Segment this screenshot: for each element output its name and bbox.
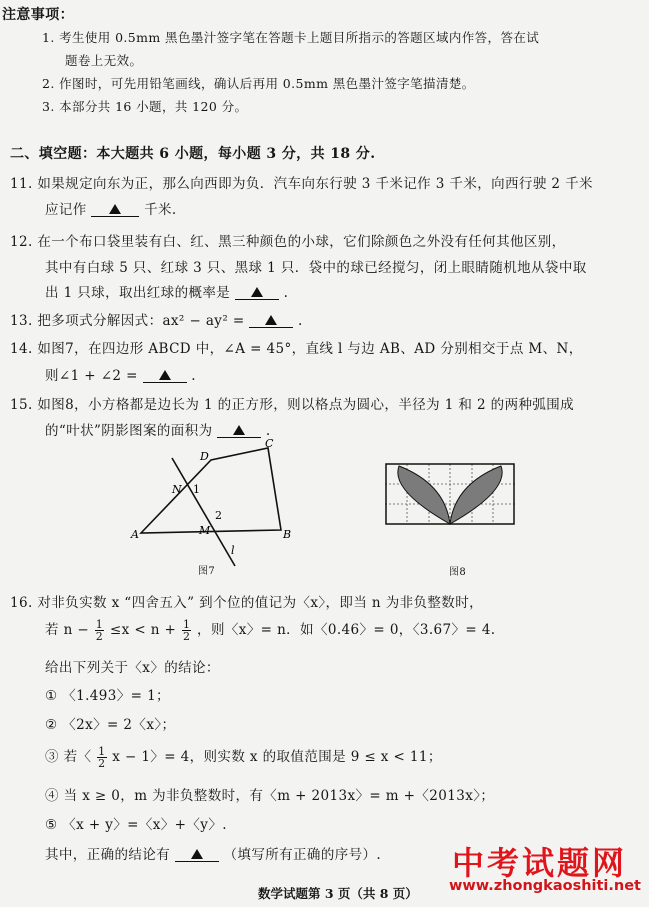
question-14-line-2 — [45, 364, 196, 384]
question-12-line-2: 其中有白球 5 只、红球 3 只、黑球 1 只．袋中的球已经搅匀，闭上眼睛随机地从袋中取 — [45, 260, 587, 276]
conclusion-4 — [45, 784, 494, 804]
fraction-denominator: 2 — [182, 630, 191, 643]
notice-item-number: 3. — [42, 99, 55, 114]
question-text: 则∠1 + ∠2 = — [45, 368, 138, 384]
notice-item-number: 1. — [42, 30, 55, 45]
watermark-url[interactable]: www.zhongkaoshiti.net — [448, 878, 641, 894]
question-16-intro: 给出下列关于〈x〉的结论： — [45, 660, 220, 676]
label-a: A — [131, 528, 139, 541]
question-number: 15. — [10, 397, 33, 413]
question-text: 千米. — [144, 202, 177, 218]
question-number: 14. — [10, 341, 33, 357]
conclusion-1 — [45, 684, 170, 704]
question-text: 在一个布口袋里装有白、红、黑三种颜色的小球，它们除颜色之外没有任何其他区别， — [37, 234, 566, 250]
triangle-icon — [233, 425, 245, 435]
notice-item-3 — [42, 97, 247, 115]
question-11-line-1 — [10, 172, 593, 192]
conclusion-mark: ③ — [45, 749, 59, 765]
notice-item-number: 2. — [42, 76, 55, 91]
notice-item-text: 考生使用 0.5mm 黑色墨汁签字笔在答题卡上题目所指示的答题区域内作答，答在试 — [59, 30, 540, 45]
question-15-line-2 — [45, 419, 271, 439]
figure-7-caption: 图7 — [198, 566, 216, 577]
section-title: 二、填空题：本大题共 6 小题，每小题 3 分，共 18 分. — [10, 146, 376, 162]
label-b: B — [283, 528, 292, 541]
conclusion-mark: ② — [45, 717, 58, 733]
triangle-icon — [265, 315, 277, 325]
conclusion-5 — [45, 813, 227, 833]
answer-blank — [143, 368, 187, 383]
question-text: 若 n − — [45, 622, 90, 638]
question-number: 16. — [10, 595, 33, 611]
question-text: 对非负实数 x “四舍五入” 到个位的值记为〈x〉，即当 n 为非负整数时， — [37, 595, 484, 611]
answer-blank — [217, 423, 261, 438]
left-leaf — [398, 466, 450, 524]
question-13 — [10, 309, 303, 329]
page-footer: 数学试题第 3 页（共 8 页） — [258, 886, 418, 901]
right-leaf — [450, 466, 502, 524]
notice-item-1-cont: 题卷上无效。 — [65, 53, 143, 68]
question-16-line-2 — [45, 618, 496, 642]
question-number: 11. — [10, 176, 33, 192]
conclusion-text: 〈2x〉= 2〈x〉； — [62, 717, 176, 733]
fraction-numerator: 1 — [182, 618, 191, 631]
watermark-brand: 中考试题网 — [451, 844, 627, 882]
question-text: 如果规定向东为正，那么向西即为负．汽车向东行驶 3 千米记作 3 千米，向西行驶 2 千米 — [37, 176, 593, 192]
question-text: （填写所有正确的序号）. — [223, 847, 382, 863]
question-12-line-3 — [45, 281, 288, 301]
conclusion-text: x − 1〉= 4，则实数 x 的取值范围是 9 ≤ x < 11； — [112, 749, 442, 765]
fraction-one-half — [97, 746, 106, 769]
triangle-icon — [251, 287, 263, 297]
fraction-one-half — [95, 619, 104, 642]
label-c: C — [265, 438, 274, 450]
triangle-icon — [109, 204, 121, 214]
question-text: 应记作 — [45, 202, 87, 218]
notice-item-text: 作图时，可先用铅笔画线，确认后再用 0.5mm 黑色墨汁签字笔描清楚。 — [59, 76, 475, 91]
notice-item-2 — [42, 74, 475, 92]
question-text: 如图7，在四边形 ABCD 中，∠A = 45°，直线 l 与边 AB、AD 分别相交于点 M、N， — [37, 341, 583, 357]
conclusion-text: 当 x ≥ 0，m 为非负整数时，有〈m + 2013x〉= m +〈2013x〉； — [63, 788, 495, 804]
quadrilateral-abcd — [141, 448, 281, 533]
fraction-denominator: 2 — [95, 630, 104, 643]
conclusion-mark: ① — [45, 688, 58, 704]
question-14-line-1 — [10, 337, 583, 357]
question-text: 其中，正确的结论有 — [45, 847, 171, 863]
question-text: 出 1 只球，取出红球的概率是 — [45, 285, 231, 301]
question-16-final — [45, 843, 381, 863]
fraction-numerator: 1 — [98, 745, 106, 758]
question-number: 13. — [10, 313, 33, 329]
notice-title: 注意事项： — [2, 7, 74, 23]
answer-blank — [235, 285, 279, 300]
conclusion-text: 〈x + y〉=〈x〉+〈y〉. — [62, 817, 227, 833]
fraction-one-half — [182, 619, 191, 642]
conclusion-mark: ④ — [45, 788, 59, 804]
question-16-line-1 — [10, 591, 483, 611]
line-l — [172, 458, 235, 566]
question-15-line-1 — [10, 393, 574, 413]
figure-8 — [385, 460, 520, 530]
conclusion-mark: ⑤ — [45, 817, 58, 833]
triangle-icon — [159, 370, 171, 380]
conclusion-2 — [45, 713, 175, 733]
figure-7 — [125, 438, 300, 578]
triangle-icon — [191, 849, 203, 859]
conclusion-text: 〈1.493〉= 1； — [62, 688, 170, 704]
question-text: 的“叶状”阴影图案的面积为 — [45, 423, 213, 439]
answer-blank — [249, 313, 293, 328]
conclusion-text: 若〈 — [63, 749, 92, 765]
question-12-line-1 — [10, 230, 566, 250]
label-m: M — [199, 524, 211, 537]
answer-blank — [175, 847, 219, 862]
question-text: ≤x < n + — [109, 622, 177, 638]
question-number: 12. — [10, 234, 33, 250]
label-n: N — [172, 483, 182, 496]
angle-2-label: 2 — [215, 509, 222, 522]
figure-8-caption: 图8 — [449, 567, 467, 578]
conclusion-3 — [45, 745, 442, 769]
label-d: D — [200, 450, 209, 463]
question-text: 把多项式分解因式：ax² − ay² = — [37, 313, 245, 329]
fraction-denominator: 2 — [98, 757, 106, 770]
label-l: l — [231, 544, 235, 557]
fraction-numerator: 1 — [95, 618, 104, 631]
question-text: . — [283, 285, 289, 301]
question-text: . — [191, 368, 196, 384]
question-11-line-2 — [45, 198, 177, 218]
question-text: 如图8，小方格都是边长为 1 的正方形，则以格点为圆心，半径为 1 和 2 的两种弧围成 — [37, 397, 575, 413]
question-text: . — [265, 423, 271, 439]
notice-item-1 — [42, 28, 539, 46]
notice-item-text: 本部分共 16 小题，共 120 分。 — [59, 99, 248, 114]
answer-blank — [91, 202, 139, 217]
question-text: ，则〈x〉= n．如〈0.46〉= 0，〈3.67〉= 4. — [197, 622, 496, 638]
angle-1-label: 1 — [193, 483, 200, 496]
question-text: . — [297, 313, 303, 329]
